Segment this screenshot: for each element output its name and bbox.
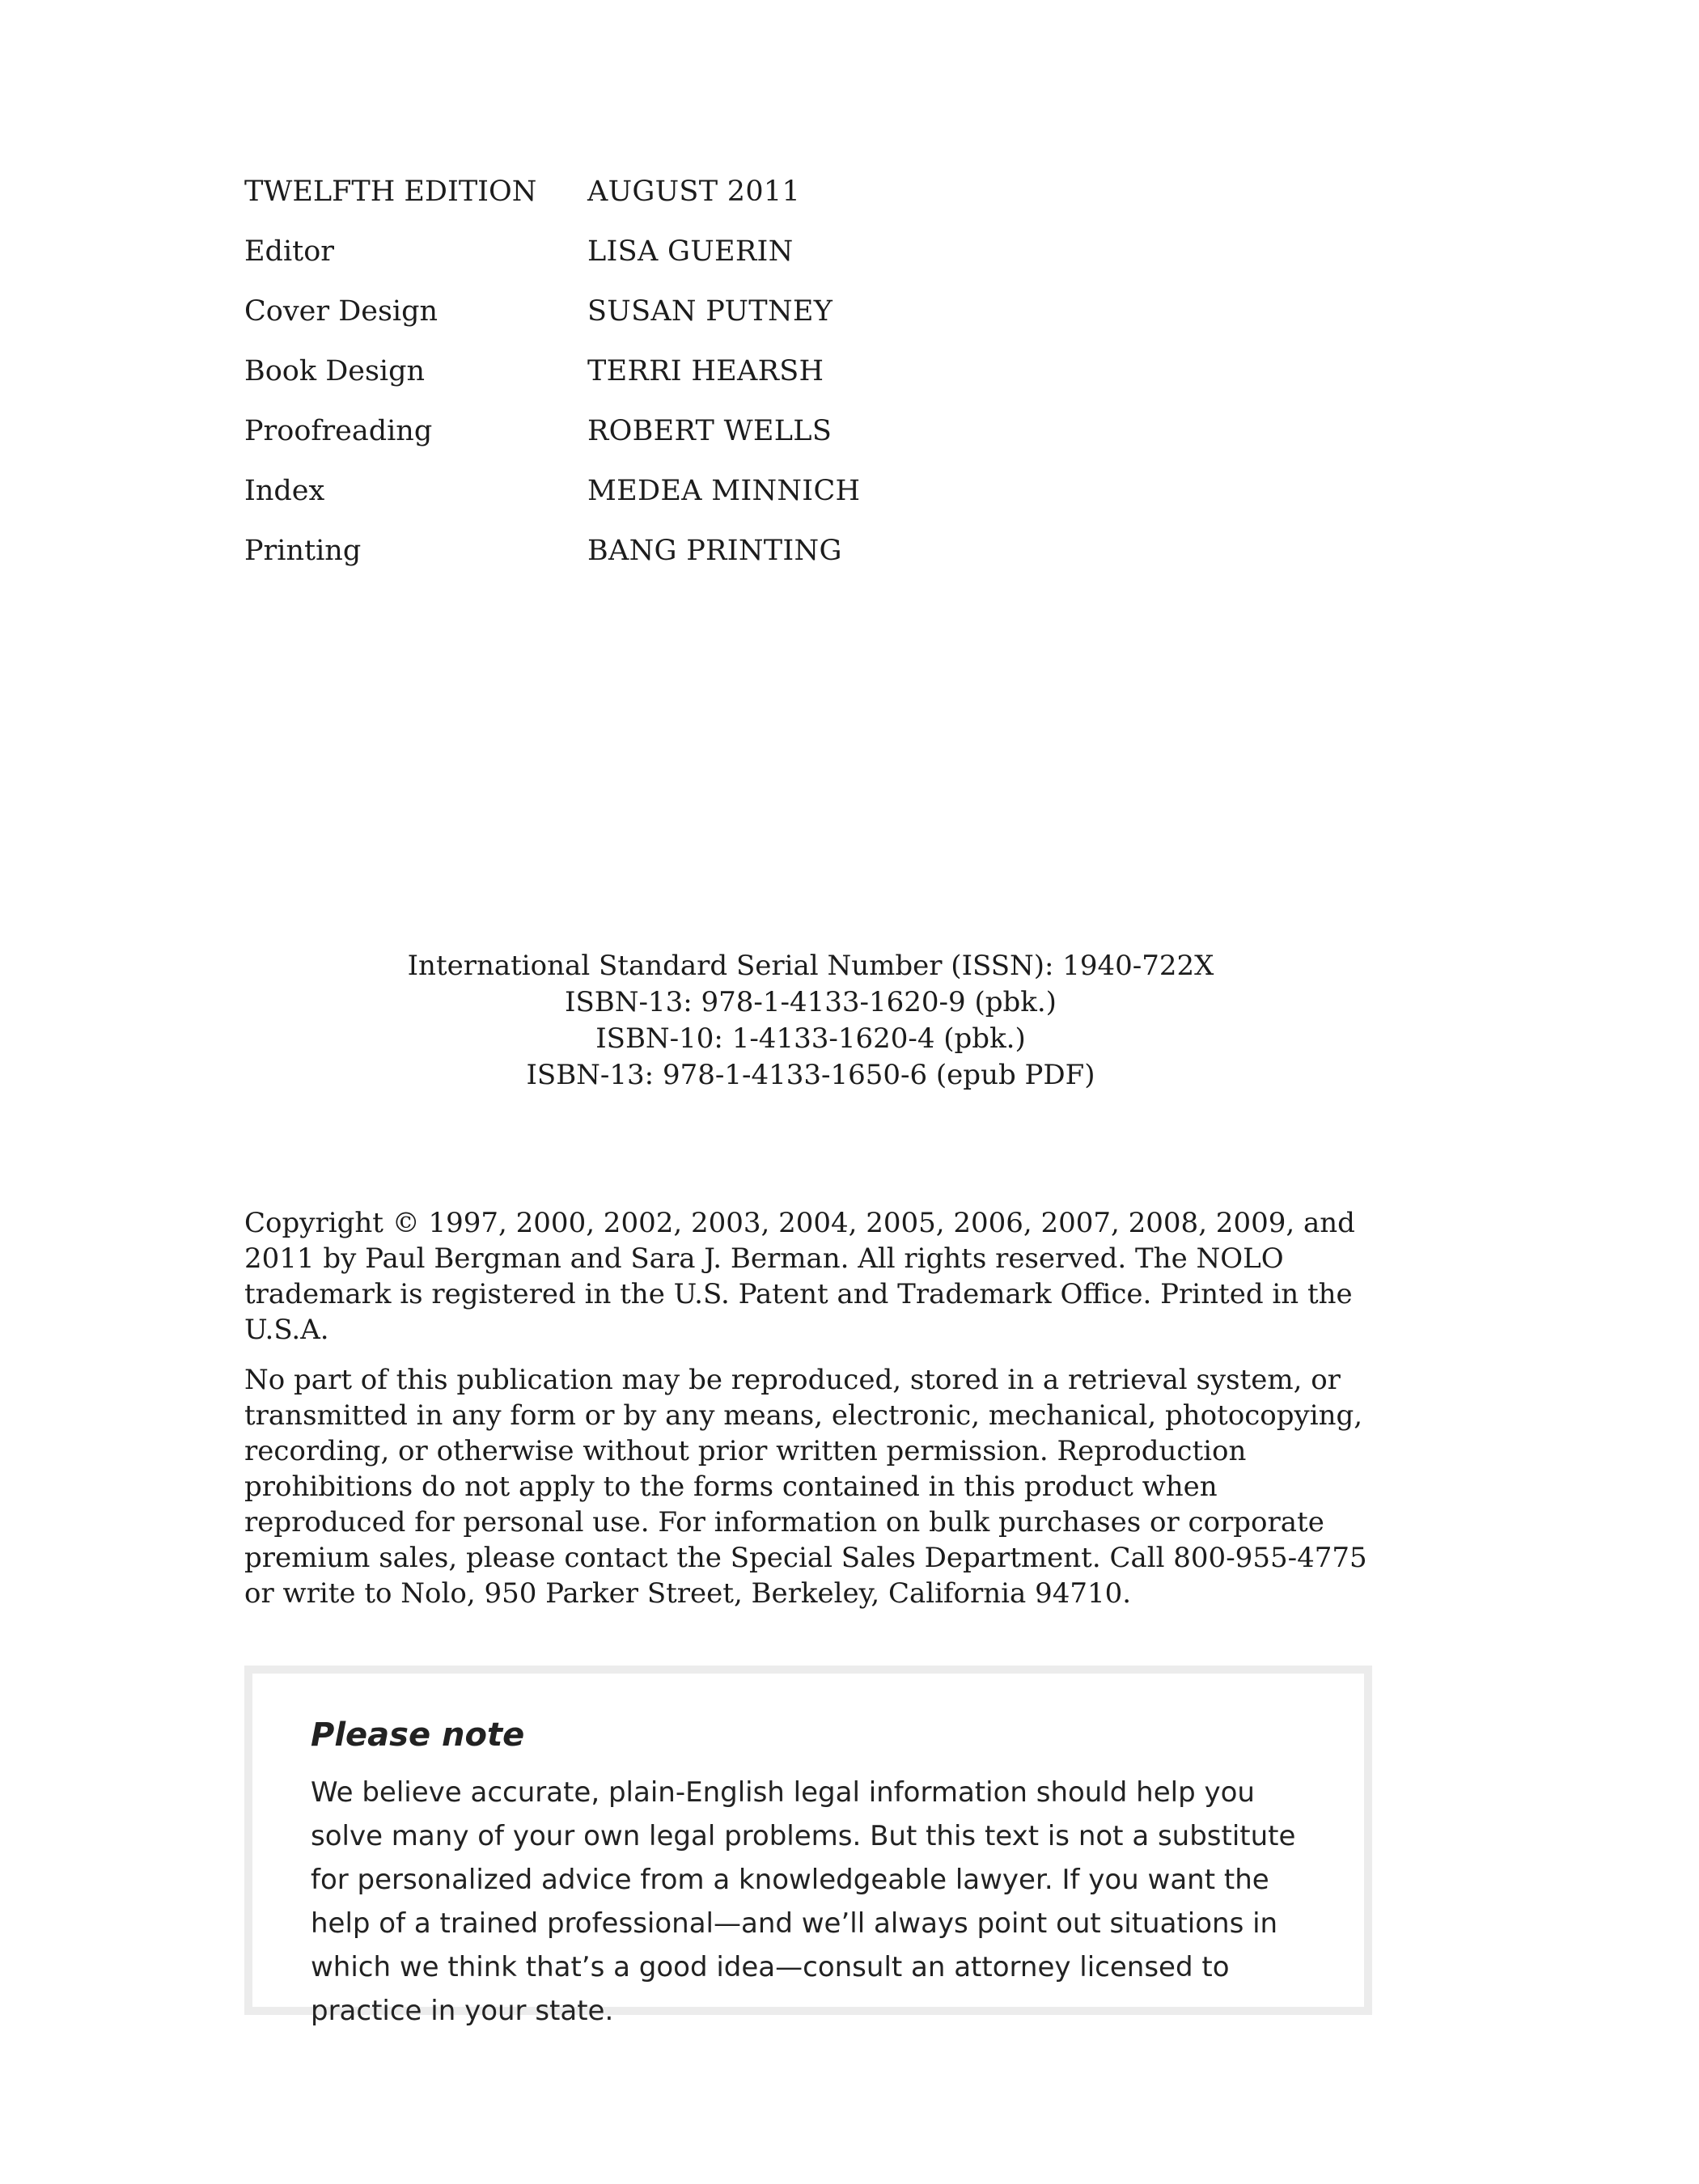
credits-table [244,174,972,593]
isbn10-pbk-line: ISBN-10: 1-4133-1620-4 (pbk.) [595,1022,1026,1055]
credit-name: AUGUST 2011 [587,176,801,208]
credit-name: LISA GUERIN [587,235,794,268]
credit-role: Proofreading [244,415,433,447]
credit-name: BANG PRINTING [587,535,842,567]
copyright-paragraph: Copyright © 1997, 2000, 2002, 2003, 2004, 2005, 2006, 2007, 2008, 2009, and 2011 by Paul Bergman and Sara J. Berman. All rights reserved. The NOLO trademark is registered in the U.S. Patent and Trademark Office. Printed in the U.S.A. [244,1207,1355,1346]
credit-row-printing [244,533,972,593]
credit-row-editor [244,234,972,294]
credit-role: Index [244,475,325,507]
isbn-block [244,948,1377,1094]
credit-role: Cover Design [244,295,439,328]
credit-row-book-design [244,353,972,413]
credit-row-proofreading [244,413,972,473]
credit-row-cover-design [244,294,972,353]
note-title: Please note [311,1716,525,1754]
credit-role: Book Design [244,355,426,387]
credit-name: MEDEA MINNICH [587,475,861,507]
isbn13-pbk-line: ISBN-13: 978-1-4133-1620-9 (pbk.) [565,986,1057,1018]
please-note-box [244,1666,1372,2027]
isbn13-epub-line: ISBN-13: 978-1-4133-1650-6 (epub PDF) [526,1059,1095,1091]
credit-name: TERRI HEARSH [587,355,824,387]
note-body: We believe accurate, plain-English legal information should help you solve many of your own legal problems. But this text is not a substitute for personalized advice from a knowledgeable lawyer. If you want the help of a trained professional—and we’ll always point out situations in which we think that’s a good idea—consult an attorney licensed to practice in your state. [311,1776,1296,2027]
credit-role: Editor [244,235,335,268]
credit-row-index [244,473,972,533]
credit-name: ROBERT WELLS [587,415,833,447]
credit-row-edition [244,174,972,234]
credit-role: Printing [244,535,362,567]
issn-line: International Standard Serial Number (ISSN): 1940-722X [407,950,1214,982]
credit-name: SUSAN PUTNEY [587,295,833,328]
copyright-section [244,1205,1385,1626]
credit-role: TWELFTH EDITION [244,176,537,208]
reproduction-paragraph: No part of this publication may be reproduced, stored in a retrieval system, or transmitted in any form or by any means, electronic, mechanical, photocopying, recording, or otherwise without prior written permission. Reproduction prohibitions do not apply to the forms contained in this product when reproduced for personal use. For information on bulk purchases or corporate premium sales, please contact the Special Sales Department. Call 800-955-4775 or write to Nolo, 950 Parker Street, Berkeley, California 94710. [244,1364,1367,1610]
